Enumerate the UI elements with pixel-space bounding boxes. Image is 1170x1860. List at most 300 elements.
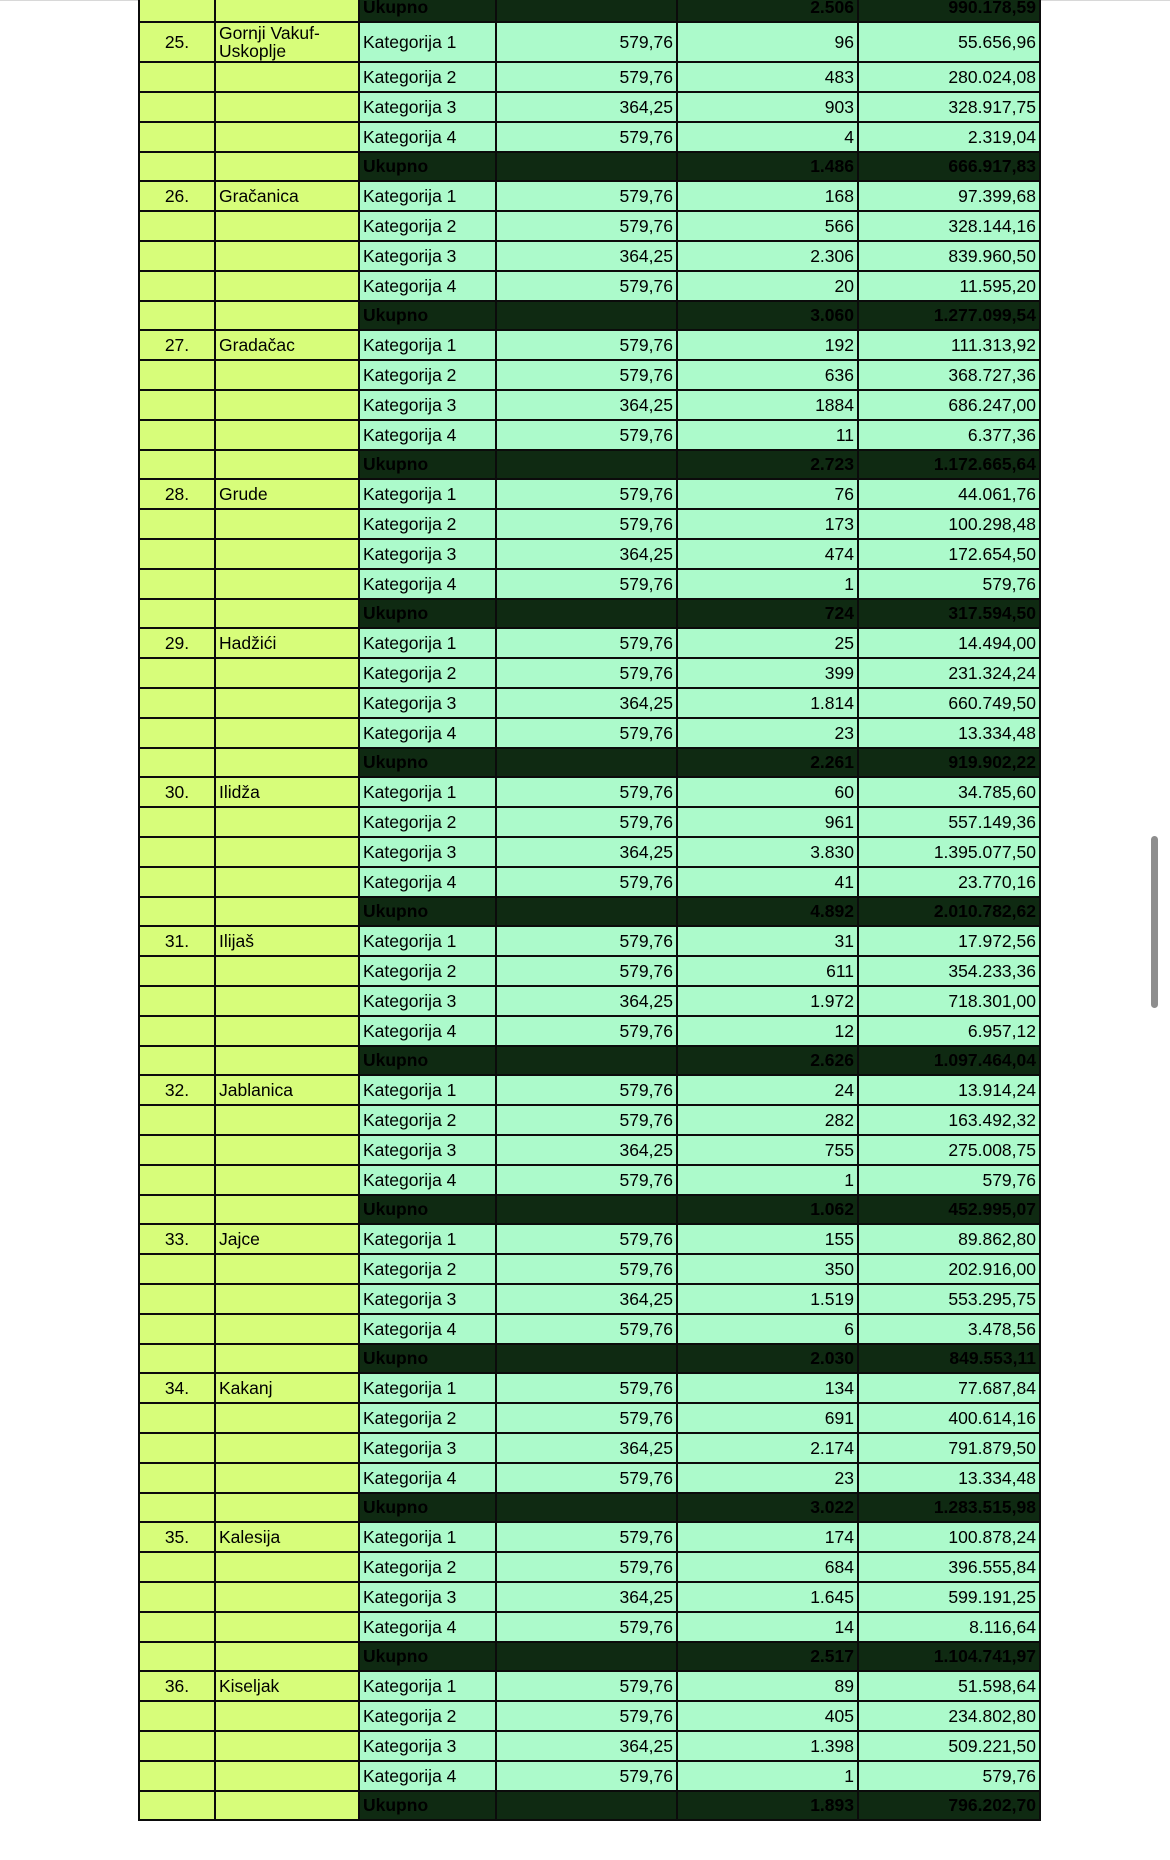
table-row-total	[139, 152, 1040, 181]
table-row	[139, 1284, 1040, 1314]
table-row-total	[139, 748, 1040, 777]
cell-number	[139, 658, 215, 688]
vertical-scrollbar[interactable]	[1151, 836, 1158, 1008]
cell-number	[139, 509, 215, 539]
cell-amount: 8.116,64	[858, 1612, 1040, 1642]
cell-price: 579,76	[496, 867, 677, 897]
table-row-total	[139, 1642, 1040, 1671]
table-row-total	[139, 301, 1040, 330]
cell-price: 364,25	[496, 986, 677, 1016]
table-row	[139, 1373, 1040, 1403]
cell-number	[139, 1463, 215, 1493]
cell-category: Kategorija 3	[359, 1135, 496, 1165]
cell-number	[139, 688, 215, 718]
cell-amount: 77.687,84	[858, 1373, 1040, 1403]
cell-number	[139, 1135, 215, 1165]
cell-category: Kategorija 1	[359, 479, 496, 509]
municipality-name: Grude	[219, 484, 268, 504]
cell-category: Kategorija 1	[359, 1522, 496, 1552]
cell-count: 23	[677, 718, 858, 748]
cell-count: 6	[677, 1314, 858, 1344]
table-row	[139, 211, 1040, 241]
cell-municipality	[215, 1731, 359, 1761]
cell-amount: 718.301,00	[858, 986, 1040, 1016]
table-row	[139, 390, 1040, 420]
cell-price: 364,25	[496, 1731, 677, 1761]
cell-count: 1.893	[677, 1791, 858, 1820]
municipality-name: Gornji Vakuf-Uskoplje	[219, 23, 320, 61]
cell-amount: 55.656,96	[858, 22, 1040, 62]
cell-municipality	[215, 1075, 359, 1105]
cell-count: 25	[677, 628, 858, 658]
cell-price: 364,25	[496, 837, 677, 867]
cell-category: Kategorija 1	[359, 330, 496, 360]
cell-category: Kategorija 2	[359, 956, 496, 986]
cell-amount: 17.972,56	[858, 926, 1040, 956]
table-row-total	[139, 897, 1040, 926]
cell-number: 34.	[139, 1373, 215, 1403]
cell-amount: 280.024,08	[858, 62, 1040, 92]
cell-count: 483	[677, 62, 858, 92]
cell-number: 35.	[139, 1522, 215, 1552]
cell-number	[139, 1493, 215, 1522]
cell-number	[139, 1046, 215, 1075]
cell-number	[139, 867, 215, 897]
cell-municipality	[215, 211, 359, 241]
cell-price: 579,76	[496, 360, 677, 390]
cell-municipality	[215, 152, 359, 181]
cell-amount: 791.879,50	[858, 1433, 1040, 1463]
cell-number	[139, 211, 215, 241]
table-row	[139, 1671, 1040, 1701]
cell-municipality	[215, 1373, 359, 1403]
cell-amount: 328.144,16	[858, 211, 1040, 241]
cell-category: Kategorija 2	[359, 1105, 496, 1135]
cell-count: 12	[677, 1016, 858, 1046]
cell-price	[496, 450, 677, 479]
cell-price: 579,76	[496, 718, 677, 748]
cell-count: 76	[677, 479, 858, 509]
cell-category: Kategorija 1	[359, 1373, 496, 1403]
cell-count: 31	[677, 926, 858, 956]
cell-amount: 51.598,64	[858, 1671, 1040, 1701]
table-row-total	[139, 0, 1040, 22]
cell-count: 2.030	[677, 1344, 858, 1373]
cell-price: 579,76	[496, 1373, 677, 1403]
cell-amount: 231.324,24	[858, 658, 1040, 688]
cell-amount: 660.749,50	[858, 688, 1040, 718]
cell-category: Kategorija 1	[359, 926, 496, 956]
cell-number	[139, 1254, 215, 1284]
cell-total-label: Ukupno	[359, 1195, 496, 1224]
cell-price	[496, 1791, 677, 1820]
cell-number: 26.	[139, 181, 215, 211]
cell-municipality	[215, 1344, 359, 1373]
cell-number	[139, 122, 215, 152]
cell-price: 579,76	[496, 122, 677, 152]
cell-price: 364,25	[496, 688, 677, 718]
cell-price: 579,76	[496, 1314, 677, 1344]
table-row-total	[139, 1791, 1040, 1820]
cell-price	[496, 1642, 677, 1671]
cell-municipality	[215, 1165, 359, 1195]
cell-count: 684	[677, 1552, 858, 1582]
cell-total-label: Ukupno	[359, 1791, 496, 1820]
table-row	[139, 92, 1040, 122]
cell-count: 23	[677, 1463, 858, 1493]
cell-category: Kategorija 4	[359, 1165, 496, 1195]
cell-price: 579,76	[496, 1612, 677, 1642]
cell-category: Kategorija 4	[359, 1612, 496, 1642]
cell-municipality	[215, 926, 359, 956]
cell-municipality	[215, 1224, 359, 1254]
table-row	[139, 1403, 1040, 1433]
cell-number: 27.	[139, 330, 215, 360]
cell-municipality	[215, 62, 359, 92]
cell-number	[139, 1165, 215, 1195]
table-row	[139, 1463, 1040, 1493]
cell-price: 579,76	[496, 1552, 677, 1582]
cell-count: 724	[677, 599, 858, 628]
cell-amount: 919.902,22	[858, 748, 1040, 777]
cell-number	[139, 1612, 215, 1642]
cell-number	[139, 390, 215, 420]
cell-municipality	[215, 1105, 359, 1135]
cell-amount: 796.202,70	[858, 1791, 1040, 1820]
cell-total-label: Ukupno	[359, 897, 496, 926]
cell-price: 579,76	[496, 181, 677, 211]
cell-municipality	[215, 986, 359, 1016]
cell-count: 2.174	[677, 1433, 858, 1463]
cell-municipality	[215, 1403, 359, 1433]
cell-number	[139, 807, 215, 837]
cell-price: 364,25	[496, 1433, 677, 1463]
cell-amount: 1.277.099,54	[858, 301, 1040, 330]
cell-municipality	[215, 1016, 359, 1046]
cell-count: 1	[677, 569, 858, 599]
cell-amount: 44.061,76	[858, 479, 1040, 509]
spreadsheet-table	[138, 0, 1041, 1821]
cell-category: Kategorija 3	[359, 1433, 496, 1463]
cell-municipality	[215, 479, 359, 509]
cell-amount: 1.283.515,98	[858, 1493, 1040, 1522]
cell-municipality	[215, 330, 359, 360]
cell-number	[139, 539, 215, 569]
cell-number: 36.	[139, 1671, 215, 1701]
cell-count: 566	[677, 211, 858, 241]
cell-municipality	[215, 1046, 359, 1075]
table-row	[139, 658, 1040, 688]
cell-count: 3.060	[677, 301, 858, 330]
cell-municipality	[215, 1791, 359, 1820]
cell-municipality	[215, 897, 359, 926]
table-row	[139, 1224, 1040, 1254]
cell-price: 579,76	[496, 658, 677, 688]
cell-amount: 202.916,00	[858, 1254, 1040, 1284]
cell-number: 33.	[139, 1224, 215, 1254]
cell-municipality	[215, 390, 359, 420]
table-row	[139, 628, 1040, 658]
cell-municipality	[215, 837, 359, 867]
cell-total-label: Ukupno	[359, 1493, 496, 1522]
cell-count: 399	[677, 658, 858, 688]
cell-municipality	[215, 1433, 359, 1463]
cell-amount: 100.878,24	[858, 1522, 1040, 1552]
cell-category: Kategorija 2	[359, 509, 496, 539]
cell-number	[139, 1552, 215, 1582]
cell-amount: 111.313,92	[858, 330, 1040, 360]
cell-amount: 686.247,00	[858, 390, 1040, 420]
cell-number	[139, 1314, 215, 1344]
cell-count: 2.261	[677, 748, 858, 777]
cell-price: 579,76	[496, 1701, 677, 1731]
cell-number	[139, 420, 215, 450]
cell-category: Kategorija 3	[359, 1284, 496, 1314]
cell-count: 636	[677, 360, 858, 390]
cell-category: Kategorija 1	[359, 1224, 496, 1254]
cell-category: Kategorija 2	[359, 211, 496, 241]
cell-municipality	[215, 1195, 359, 1224]
cell-category: Kategorija 3	[359, 539, 496, 569]
table-row	[139, 509, 1040, 539]
table-row	[139, 777, 1040, 807]
cell-price: 579,76	[496, 479, 677, 509]
cell-amount: 579,76	[858, 569, 1040, 599]
cell-amount: 354.233,36	[858, 956, 1040, 986]
table-row	[139, 1254, 1040, 1284]
table-row	[139, 688, 1040, 718]
cell-count: 1	[677, 1165, 858, 1195]
cell-amount: 328.917,75	[858, 92, 1040, 122]
cell-number	[139, 956, 215, 986]
municipality-name: Ilidža	[219, 782, 260, 802]
cell-category: Kategorija 3	[359, 390, 496, 420]
cell-count: 3.022	[677, 1493, 858, 1522]
cell-number: 32.	[139, 1075, 215, 1105]
cell-price	[496, 0, 677, 22]
table-row	[139, 1582, 1040, 1612]
cell-category: Kategorija 4	[359, 867, 496, 897]
cell-municipality	[215, 1493, 359, 1522]
cell-count: 96	[677, 22, 858, 62]
cell-amount: 579,76	[858, 1761, 1040, 1791]
cell-municipality	[215, 1254, 359, 1284]
cell-category: Kategorija 3	[359, 1731, 496, 1761]
cell-count: 1.486	[677, 152, 858, 181]
cell-category: Kategorija 3	[359, 241, 496, 271]
cell-category: Kategorija 4	[359, 271, 496, 301]
cell-number	[139, 0, 215, 22]
cell-amount: 100.298,48	[858, 509, 1040, 539]
cell-amount: 849.553,11	[858, 1344, 1040, 1373]
cell-municipality	[215, 22, 359, 62]
cell-number	[139, 152, 215, 181]
cell-price: 579,76	[496, 777, 677, 807]
cell-price	[496, 152, 677, 181]
cell-count: 24	[677, 1075, 858, 1105]
cell-total-label: Ukupno	[359, 748, 496, 777]
cell-number	[139, 271, 215, 301]
table-row-total	[139, 450, 1040, 479]
cell-price: 579,76	[496, 569, 677, 599]
cell-number	[139, 1761, 215, 1791]
cell-amount: 1.395.077,50	[858, 837, 1040, 867]
table-row-total	[139, 1344, 1040, 1373]
cell-count: 1.519	[677, 1284, 858, 1314]
cell-price: 579,76	[496, 1075, 677, 1105]
cell-count: 4.892	[677, 897, 858, 926]
cell-price	[496, 748, 677, 777]
cell-number	[139, 569, 215, 599]
cell-count: 3.830	[677, 837, 858, 867]
cell-municipality	[215, 360, 359, 390]
municipality-name: Gradačac	[219, 335, 295, 355]
table-row	[139, 986, 1040, 1016]
cell-category: Kategorija 4	[359, 1463, 496, 1493]
cell-price	[496, 897, 677, 926]
municipality-name: Hadžići	[219, 633, 277, 653]
cell-count: 1.062	[677, 1195, 858, 1224]
municipality-name: Kiseljak	[219, 1676, 280, 1696]
cell-municipality	[215, 0, 359, 22]
cell-municipality	[215, 569, 359, 599]
municipality-name: Kalesija	[219, 1527, 281, 1547]
cell-municipality	[215, 1701, 359, 1731]
cell-amount: 3.478,56	[858, 1314, 1040, 1344]
cell-amount: 11.595,20	[858, 271, 1040, 301]
cell-price: 579,76	[496, 1761, 677, 1791]
cell-price	[496, 1344, 677, 1373]
cell-municipality	[215, 539, 359, 569]
cell-price: 579,76	[496, 1403, 677, 1433]
table-row	[139, 539, 1040, 569]
cell-number	[139, 599, 215, 628]
cell-municipality	[215, 420, 359, 450]
cell-municipality	[215, 807, 359, 837]
cell-count: 282	[677, 1105, 858, 1135]
cell-number	[139, 1701, 215, 1731]
cell-number	[139, 1791, 215, 1820]
cell-price: 579,76	[496, 1254, 677, 1284]
municipality-name: Gračanica	[219, 186, 299, 206]
cell-municipality	[215, 1671, 359, 1701]
table-row	[139, 837, 1040, 867]
cell-price: 579,76	[496, 22, 677, 62]
cell-total-label: Ukupno	[359, 1046, 496, 1075]
cell-count: 755	[677, 1135, 858, 1165]
table-row-total	[139, 1493, 1040, 1522]
municipality-name: Kakanj	[219, 1378, 273, 1398]
cell-number	[139, 1105, 215, 1135]
cell-municipality	[215, 867, 359, 897]
table-row	[139, 1552, 1040, 1582]
cell-category: Kategorija 2	[359, 1552, 496, 1582]
cell-number	[139, 92, 215, 122]
cell-municipality	[215, 1582, 359, 1612]
cell-category: Kategorija 2	[359, 807, 496, 837]
cell-category: Kategorija 1	[359, 777, 496, 807]
cell-count: 168	[677, 181, 858, 211]
cell-total-label: Ukupno	[359, 301, 496, 330]
table-row	[139, 1701, 1040, 1731]
cell-count: 89	[677, 1671, 858, 1701]
cell-total-label: Ukupno	[359, 152, 496, 181]
cell-amount: 839.960,50	[858, 241, 1040, 271]
cell-category: Kategorija 1	[359, 181, 496, 211]
table-row	[139, 420, 1040, 450]
cell-amount: 553.295,75	[858, 1284, 1040, 1314]
cell-price: 364,25	[496, 1284, 677, 1314]
cell-category: Kategorija 2	[359, 1254, 496, 1284]
cell-count: 1	[677, 1761, 858, 1791]
cell-category: Kategorija 4	[359, 420, 496, 450]
cell-count: 2.723	[677, 450, 858, 479]
cell-amount: 2.319,04	[858, 122, 1040, 152]
cell-municipality	[215, 271, 359, 301]
cell-municipality	[215, 688, 359, 718]
cell-count: 961	[677, 807, 858, 837]
cell-price: 579,76	[496, 1016, 677, 1046]
cell-municipality	[215, 718, 359, 748]
table-row	[139, 1016, 1040, 1046]
cell-amount: 234.802,80	[858, 1701, 1040, 1731]
cell-category: Kategorija 2	[359, 658, 496, 688]
table-row	[139, 1612, 1040, 1642]
cell-amount: 557.149,36	[858, 807, 1040, 837]
table-row	[139, 1522, 1040, 1552]
cell-municipality	[215, 1135, 359, 1165]
cell-amount: 97.399,68	[858, 181, 1040, 211]
cell-count: 691	[677, 1403, 858, 1433]
cell-number	[139, 1582, 215, 1612]
cell-amount: 666.917,83	[858, 152, 1040, 181]
cell-count: 60	[677, 777, 858, 807]
cell-price: 579,76	[496, 420, 677, 450]
cell-category: Kategorija 2	[359, 360, 496, 390]
cell-count: 174	[677, 1522, 858, 1552]
cell-price: 579,76	[496, 211, 677, 241]
cell-price: 579,76	[496, 1165, 677, 1195]
cell-price: 579,76	[496, 1224, 677, 1254]
cell-number	[139, 1344, 215, 1373]
cell-municipality	[215, 122, 359, 152]
table-row	[139, 181, 1040, 211]
cell-total-label: Ukupno	[359, 450, 496, 479]
cell-number	[139, 837, 215, 867]
cell-price: 364,25	[496, 539, 677, 569]
cell-municipality	[215, 1612, 359, 1642]
cell-amount: 368.727,36	[858, 360, 1040, 390]
table-row	[139, 1165, 1040, 1195]
cell-count: 173	[677, 509, 858, 539]
table-body	[139, 0, 1040, 1820]
cell-amount: 317.594,50	[858, 599, 1040, 628]
table-row	[139, 956, 1040, 986]
cell-number	[139, 1642, 215, 1671]
cell-amount: 1.172.665,64	[858, 450, 1040, 479]
cell-count: 1.972	[677, 986, 858, 1016]
cell-count: 1.398	[677, 1731, 858, 1761]
table-row	[139, 718, 1040, 748]
cell-amount: 89.862,80	[858, 1224, 1040, 1254]
cell-price: 579,76	[496, 1463, 677, 1493]
cell-count: 1884	[677, 390, 858, 420]
cell-amount: 2.010.782,62	[858, 897, 1040, 926]
cell-price: 364,25	[496, 92, 677, 122]
cell-municipality	[215, 301, 359, 330]
cell-count: 2.626	[677, 1046, 858, 1075]
cell-amount: 14.494,00	[858, 628, 1040, 658]
